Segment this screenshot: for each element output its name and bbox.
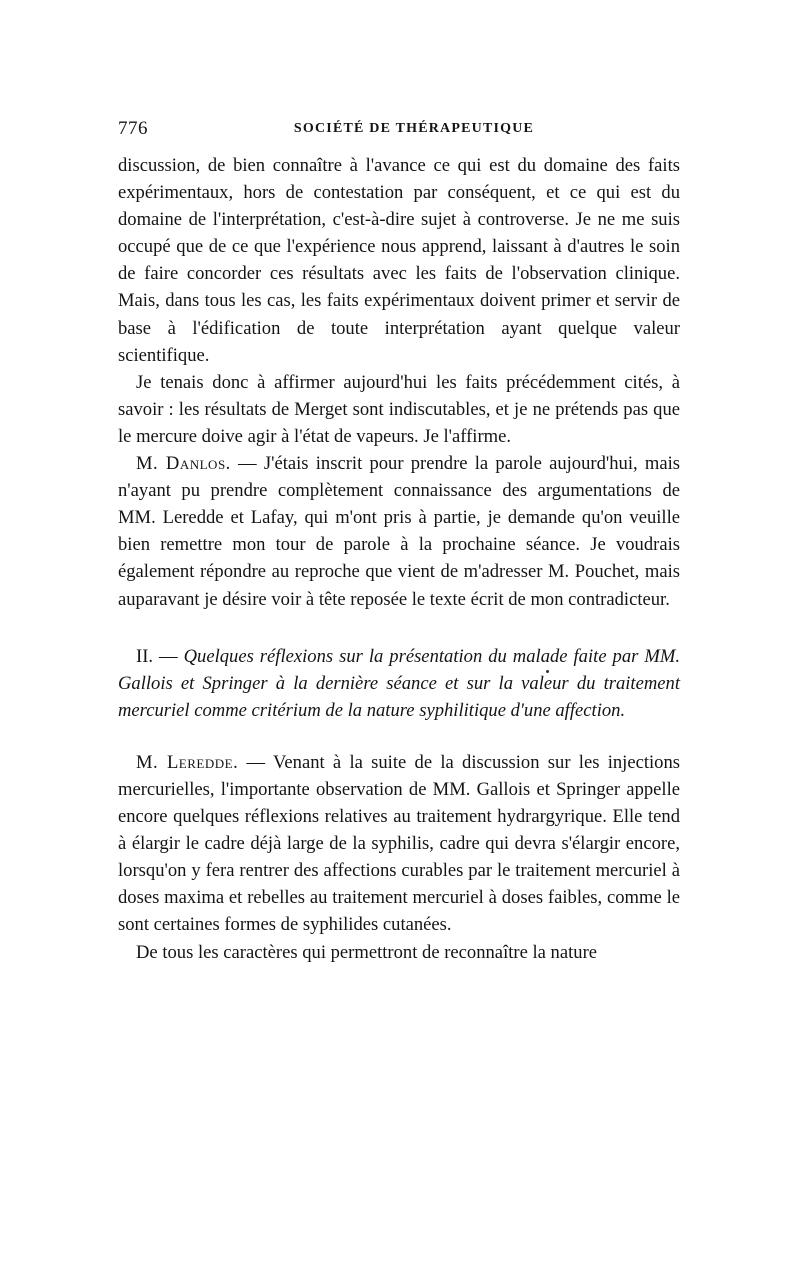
speaker-name: M. Leredde. <box>136 751 239 773</box>
paragraph-text: — Venant à la suite de la discussion sur les injections mercurielles, l'importante observation de MM. Gallois et Springer appelle encore quelques réflexions relatives au traitement hydrargyrique. Elle tend à élargir le cadre déjà large de la syphilis, cadre qui devra s'élargir encore, lorsqu'on y fera rentrer des affections curables par le traitement mercuriel à doses maxima et rebelles au traitement mercuriel à doses faibles, comme le sont certaines formes de syphilides cutanées. <box>118 751 681 936</box>
section-number: II. — <box>136 645 184 667</box>
page-number: 776 <box>118 118 148 139</box>
section-title: Quelques réflexions sur la présentation du malade faite par MM. Gallois et Springer à la dernière séance et sur la valeur du traitement mercuriel comme critérium de la nature syphilitique d'une affection. <box>118 645 680 721</box>
page-header <box>118 118 680 144</box>
paragraph-affirmation: Je tenais donc à affirmer aujourd'hui les faits précédemment cités, à savoir : les résultats de Merget sont indiscutables, et je ne prétends pas que le mercure doive agir à l'état de vapeurs. Je l'affirme. <box>118 371 680 447</box>
paragraph-continuation: discussion, de bien connaître à l'avance ce qui est du domaine des faits expérimentaux, hors de contestation par conséquent, et ce qui est du domaine de l'interprétation, c'est-à-dire sujet à controverse. Je ne me suis occupé que de ce que l'expérience nous apprend, laissant à d'autres le soin de faire concorder ces résultats avec les faits de l'observation clinique. Mais, dans tous les cas, les faits expérimentaux doivent primer et servir de base à l'édification de toute interprétation ayant quelque valeur scientifique. <box>118 155 680 366</box>
paragraph-leredde <box>118 749 680 939</box>
running-head: SOCIÉTÉ DE THÉRAPEUTIQUE <box>293 121 535 136</box>
paragraph-text: — J'étais inscrit pour prendre la parole aujourd'hui, mais n'ayant pu prendre complètement connaissance des argumentations de MM. Leredde et Lafay, qui m'ont pris à partie, je demande qu'on veuille bien remettre mon tour de parole à la prochaine séance. Je voudrais également répondre au reproche que vient de m'adresser M. Pouchet, mais auparavant je désire voir à tête reposée le texte écrit de mon contradicteur. <box>118 453 680 610</box>
book-page <box>118 118 680 966</box>
print-speck <box>546 670 549 673</box>
paragraph-final: De tous les caractères qui permettront de reconnaître la nature <box>136 941 598 963</box>
speaker-name: M. Danlos. <box>136 453 231 475</box>
section-heading <box>118 643 680 724</box>
paragraph-danlos <box>118 450 680 613</box>
